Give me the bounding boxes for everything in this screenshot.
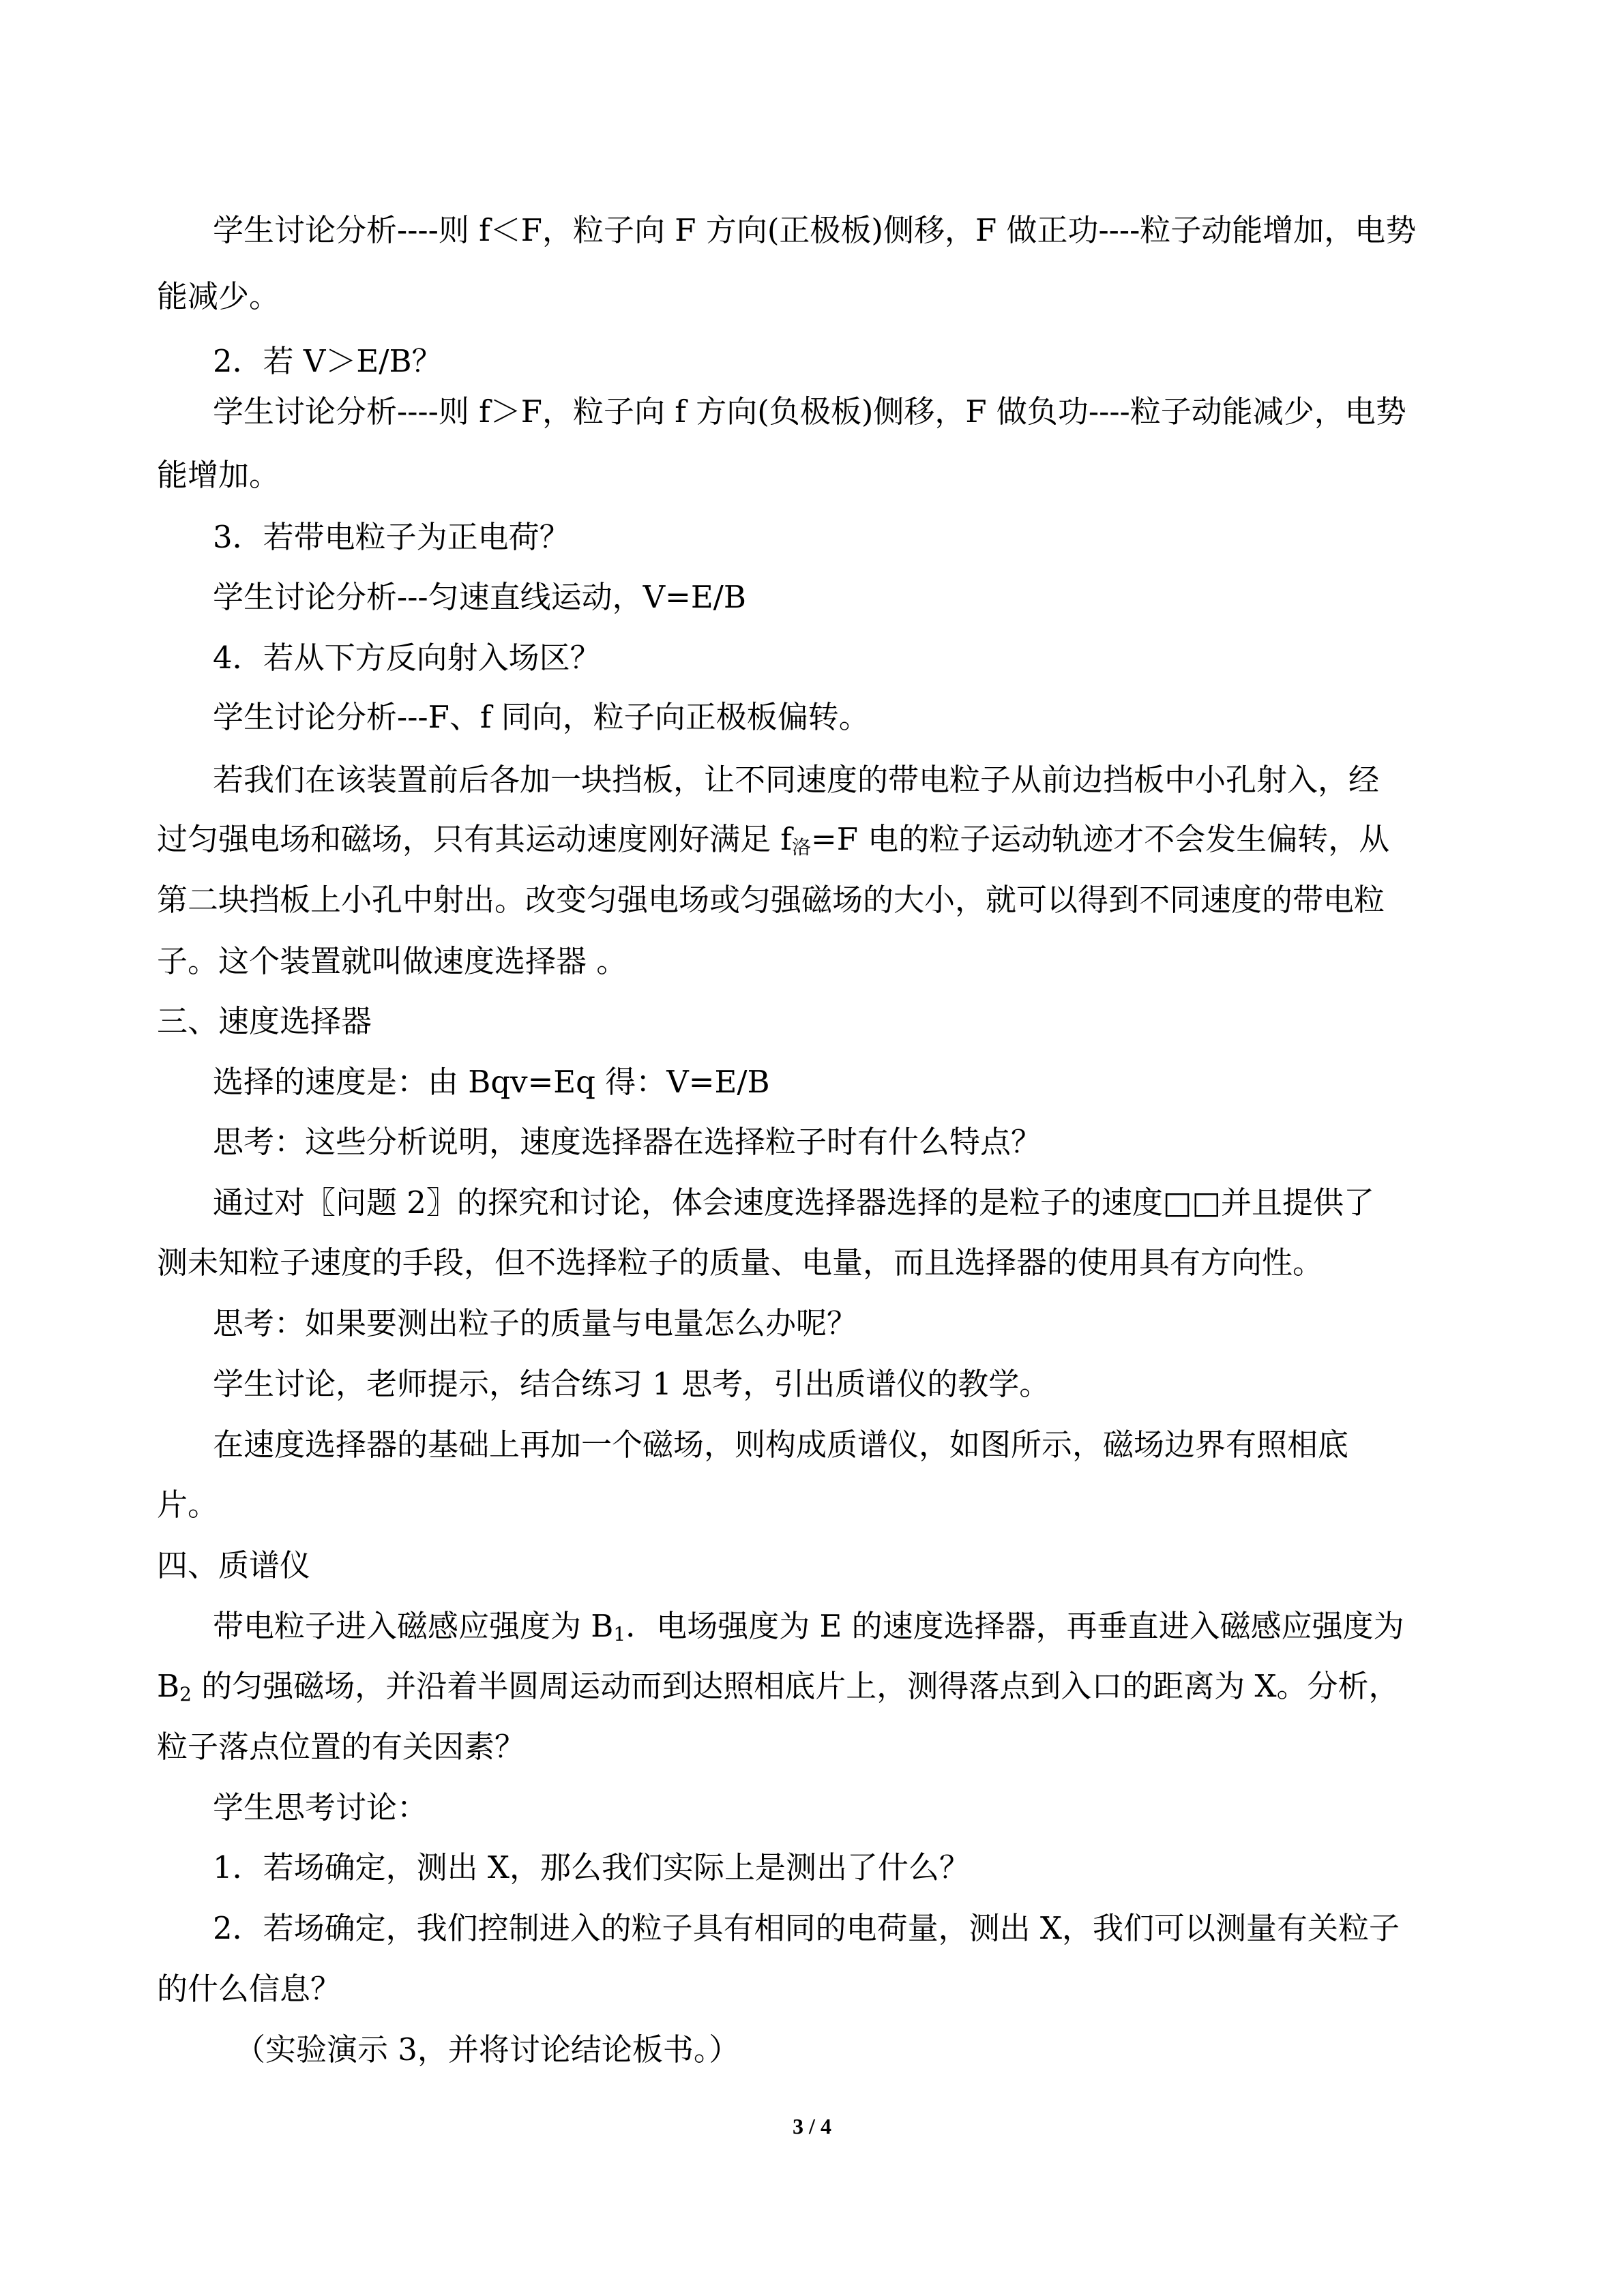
paragraph-line: 思考：这些分析说明，速度选择器在选择粒子时有什么特点？ xyxy=(213,1124,1042,1160)
paragraph-line: 学生思考讨论： xyxy=(213,1789,428,1825)
paragraph-line xyxy=(0,1606,1624,1647)
subscript: 2 xyxy=(179,1683,192,1705)
paragraph-line: 子。这个装置就叫做速度选择器 。 xyxy=(157,943,628,979)
paragraph-line xyxy=(0,1666,1624,1707)
paragraph-line: 学生讨论，老师提示，结合练习 1 思考，引出质谱仪的教学。 xyxy=(213,1366,1050,1402)
subscript: 洛 xyxy=(791,836,811,859)
paragraph-line: 选择的速度是：由 Bqv=Eq 得：V=E/B xyxy=(213,1064,770,1100)
paragraph-line: 片。 xyxy=(157,1487,219,1523)
paragraph-line: 学生讨论分析----则 f＜F，粒子向 F 方向(正极板)侧移，F 做正功----粒子动能增加，电势 xyxy=(213,212,1417,248)
paragraph-line: 第二块挡板上小孔中射出。改变匀强电场或匀强磁场的大小，就可以得到不同速度的带电粒 xyxy=(157,882,1385,918)
text-run: =F 电的粒子运动轨迹才不会发生偏转，从 xyxy=(810,821,1390,857)
answer-line: 学生讨论分析---F、f 同向，粒子向正极板偏转。 xyxy=(213,699,870,735)
section-heading: 四、质谱仪 xyxy=(157,1547,311,1583)
question-line: 4．若从下方反向射入场区？ xyxy=(213,640,601,676)
paragraph-line: 测未知粒子速度的手段，但不选择粒子的质量、电量，而且选择器的使用具有方向性。 xyxy=(157,1244,1324,1281)
section-heading: 三、速度选择器 xyxy=(157,1003,372,1039)
subscript: 1 xyxy=(613,1623,626,1645)
text-run: 的匀强磁场，并沿着半圆周运动而到达照相底片上，测得落点到入口的距离为 X。分析， xyxy=(191,1668,1400,1704)
paragraph-line: 学生讨论分析----则 f＞F，粒子向 f 方向(负极板)侧移，F 做负功----粒子动能减少，电势 xyxy=(213,393,1406,430)
paragraph-line: 在速度选择器的基础上再加一个磁场，则构成质谱仪，如图所示，磁场边界有照相底 xyxy=(213,1427,1349,1463)
paragraph-line: 若我们在该装置前后各加一块挡板，让不同速度的带电粒子从前边挡板中小孔射入，经 xyxy=(213,762,1380,798)
paragraph-line xyxy=(0,819,1624,860)
question-line: 的什么信息？ xyxy=(157,1971,342,2007)
question-line: 2．若场确定，我们控制进入的粒子具有相同的电荷量，测出 X，我们可以测量有关粒子 xyxy=(213,1910,1400,1946)
text-run: ．电场强度为 E 的速度选择器，再垂直进入磁感应强度为 xyxy=(625,1608,1404,1644)
paragraph-line: 粒子落点位置的有关因素？ xyxy=(157,1729,526,1765)
question-line: 2．若 V＞E/B？ xyxy=(213,343,443,379)
text-run: B xyxy=(157,1668,180,1704)
paragraph-line: 能减少。 xyxy=(157,278,280,314)
paragraph-line: 思考：如果要测出粒子的质量与电量怎么办呢？ xyxy=(213,1305,858,1341)
question-line: 3．若带电粒子为正电荷？ xyxy=(213,519,570,555)
paragraph-line: （实验演示 3，并将讨论结论板书。） xyxy=(235,2031,740,2068)
paragraph-line: 能增加。 xyxy=(157,457,280,493)
text-run: 过匀强电场和磁场，只有其运动速度刚好满足 f xyxy=(157,821,792,857)
text-run: 带电粒子进入磁感应强度为 B xyxy=(213,1608,614,1644)
question-line: 1．若场确定，测出 X，那么我们实际上是测出了什么？ xyxy=(213,1849,970,1885)
page-number: 3 / 4 xyxy=(793,2114,831,2138)
answer-line: 学生讨论分析---匀速直线运动，V=E/B xyxy=(213,579,746,615)
paragraph-line: 通过对〖问题 2〗的探究和讨论，体会速度选择器选择的是粒子的速度□□并且提供了 xyxy=(213,1184,1374,1221)
